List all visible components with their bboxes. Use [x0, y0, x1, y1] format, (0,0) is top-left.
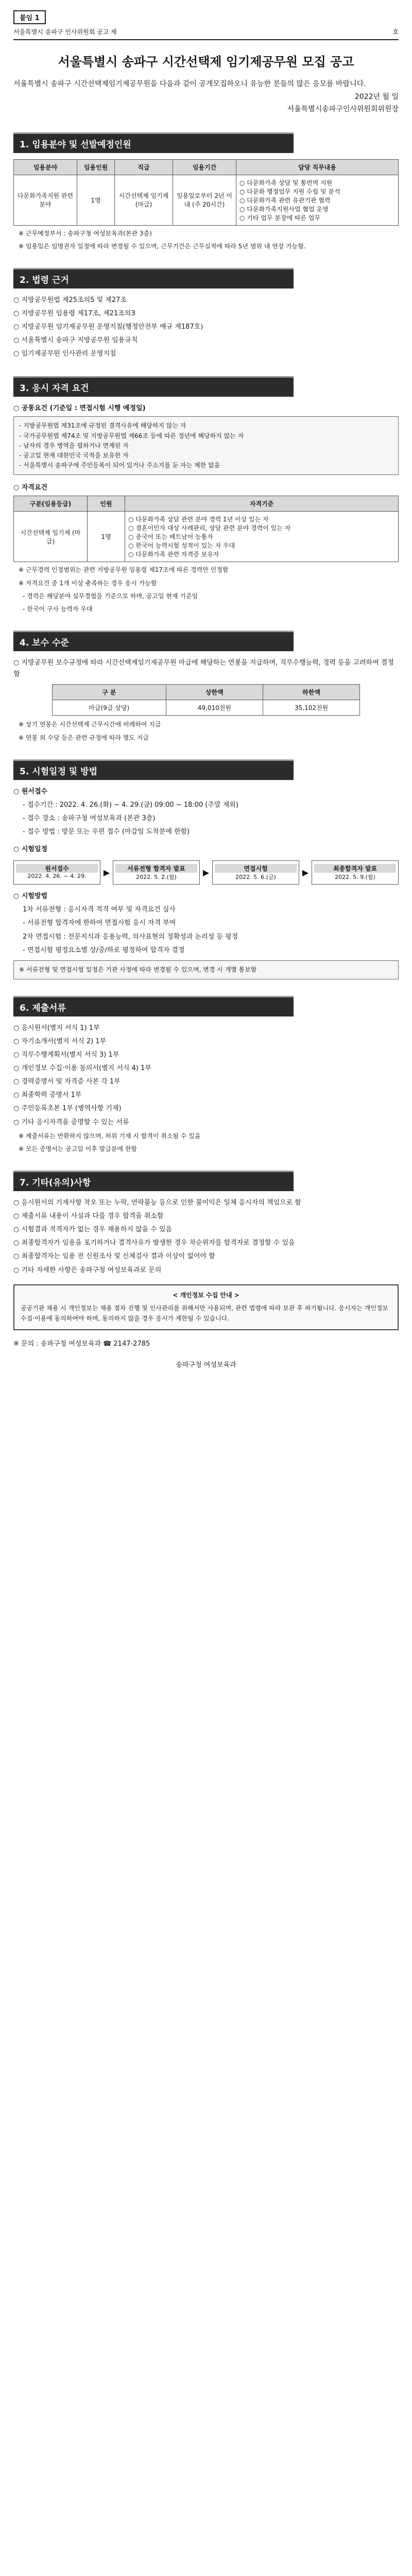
list-item: ○ 임기제공무원 인사관리 운영지침 [13, 350, 116, 358]
cell-upper: 49,010천원 [166, 700, 263, 716]
schedule-lead: ○ 시험일정 [13, 845, 48, 854]
step-title: 면접시험 [215, 864, 297, 873]
note: ※ 상기 연봉은 시간선택제 근무시간에 비례하여 지급 [19, 721, 161, 728]
cell-count: 1명 [88, 512, 125, 562]
table-header: 구분(임용등급) [14, 496, 88, 512]
list-item: - 국가공무원법 제74조 및 지방공무원법 제66조 등에 따른 정년에 해당하지 않는 자 [19, 432, 244, 439]
note: - 경력은 해당분야 실무경험을 기준으로 하며, 공고일 현재 기준임 [23, 592, 198, 600]
section-heading [13, 1171, 399, 1191]
schedule-note-box: ※ 서류전형 및 면접시험 일정은 기관 사정에 따라 변경될 수 있으며, 변경 시 개별 통보함 [13, 960, 399, 979]
list-item: - 남자의 경우 병역을 필하거나 면제된 자 [19, 442, 129, 449]
list-item: ○ 제출서류 내용이 사실과 다를 경우 합격을 취소함 [13, 1212, 164, 1221]
table-header: 인원 [88, 496, 125, 512]
list-item: ○ 직무수행계획서(별지 서식 3) 1부 [13, 1051, 119, 1059]
list-item: - 서류전형 합격자에 한하여 면접시험 응시 자격 부여 [23, 919, 176, 927]
note: ※ 제출서류는 반환하지 않으며, 허위 기재 시 합격이 취소될 수 있음 [19, 1132, 201, 1140]
step-title: 원서접수 [16, 864, 98, 873]
apply-lead: ○ 원서접수 [13, 787, 48, 795]
page-title: 서울특별시 송파구 시간선택제 임기제공무원 모집 공고 [58, 55, 354, 69]
section-title: 6. 제출서류 [13, 996, 294, 1016]
table-header: 직급 [115, 159, 173, 175]
intro-date: 2022년 월 일 [354, 92, 399, 101]
section-heading [13, 376, 399, 397]
section-heading [13, 759, 399, 780]
list-item: ○ 자기소개서(별지 서식 2) 1부 [13, 1038, 107, 1045]
intro-paragraph: 서울특별시 송파구 시간선택제임기제공무원을 다음과 같이 공개모집하오니 유능한 분들의 많은 응모를 바랍니다. [13, 80, 366, 88]
step-title: 서류전형 합격자 발표 [115, 864, 197, 873]
notice-left: 서울특별시 송파구 인사위원회 공고 제 [13, 28, 117, 36]
notice-right: 호 [392, 28, 399, 36]
list-item: - 지방공무원법 제31조에 규정된 결격사유에 해당하지 않는 자 [19, 422, 186, 430]
table-row [14, 175, 399, 225]
schedule-step [13, 860, 100, 885]
note: ※ 근무예정부서 : 송파구청 여성보육과(본관 3층) [19, 229, 152, 237]
list-item: - 접수 장소 : 송파구청 여성보육과 (본관 3층) [23, 814, 156, 822]
salary-table [52, 684, 360, 716]
list-item: ○ 최종학력 증명서 1부 [13, 1091, 82, 1099]
list-item: ○ 응시원서(별지 서식 1) 1부 [13, 1024, 100, 1032]
list-item: ○ 기타 자세한 사항은 송파구청 여성보육과로 문의 [13, 1266, 162, 1274]
note: ※ 근무경력 인정범위는 관련 지방공무원 임용령 제17조에 따른 경력만 인정함 [19, 566, 229, 574]
step-date: 2022. 5. 6.(금) [235, 874, 276, 881]
criteria-item: ○ 다문화가족 상담 관련 분야 경력 1년 이상 있는 자 [128, 516, 269, 523]
list-item: ○ 주민등록초본 1부 (병역사항 기재) [13, 1105, 122, 1113]
list-item: ○ 최종합격자는 임용 전 신원조사 및 신체검사 결과 이상이 없어야 함 [13, 1252, 215, 1261]
list-item: - 서울특별시 송파구에 주민등록이 되어 있거나 주소지를 둔 자는 제한 없음 [19, 462, 220, 469]
cell-lower: 35,102천원 [263, 700, 359, 716]
list-item: ○ 개인정보 수집·이용 동의서(별지 서식 4) 1부 [13, 1064, 151, 1073]
duty-item: ○ 기타 업무 분장에 따른 업무 [239, 214, 321, 222]
schedule-step [113, 860, 200, 885]
table-header: 하한액 [263, 685, 359, 700]
duty-item: ○ 다문화가족 관련 유관기관 협력 [239, 196, 331, 204]
arrow-right-icon: ▶ [302, 868, 309, 878]
salary-intro: ○ 지방공무원 보수규정에 따라 시간선택제임기제공무원 마급에 해당하는 연봉을 지급하며, 직무수행능력, 경력 등을 고려하여 결정함 [13, 659, 394, 679]
list-item: - 공고일 현재 대한민국 국적을 보유한 자 [19, 452, 129, 459]
recruit-table [13, 159, 399, 226]
note: ※ 자격요건 중 1개 이상 충족하는 경우 응시 가능함 [19, 579, 157, 587]
note: ※ 연봉 외 수당 등은 관련 규정에 따라 별도 지급 [19, 734, 149, 741]
cell-count: 1명 [77, 175, 115, 225]
method-lead: ○ 시험방법 [13, 892, 48, 901]
privacy-notice-box [13, 1284, 399, 1330]
intro-issuer: 서울특별시송파구인사위원회위원장 [287, 105, 399, 113]
section-heading [13, 268, 399, 289]
qual-lead: ○ 자격요건 [13, 484, 48, 492]
list-item: ○ 최종합격자가 임용을 포기하거나 결격사유가 발생한 경우 차순위자를 합격자로 결정할 수 있음 [13, 1239, 295, 1247]
note: ※ 모든 증명서는 공고일 이후 발급분에 한함 [19, 1145, 138, 1153]
section-title: 5. 시험일정 및 방법 [13, 759, 294, 780]
common-req-lead: ○ 공통요건 (기준일 : 면접시험 시행 예정일) [13, 404, 146, 413]
qualification-table [13, 496, 399, 562]
step-date: 2022. 5. 9.(월) [335, 874, 375, 881]
footer: 송파구청 여성보육과 [176, 1361, 236, 1369]
section-title: 1. 임용분야 및 선발예정인원 [13, 132, 294, 153]
cell-period: 임용일로부터 2년 이내 (주 20시간) [173, 175, 236, 225]
note: ※ 임용일은 임명권자 일정에 따라 변경될 수 있으며, 근무기간은 근무실적에 따라 5년 범위 내 연장 가능함. [19, 242, 306, 250]
attachment-label: 붙임 1 [13, 10, 46, 24]
step-title: 최종합격자 발표 [314, 864, 396, 873]
criteria-item: ○ 한국어 능력시험 성적이 있는 자 우대 [128, 542, 235, 550]
list-item: - 접수 방법 : 방문 또는 우편 접수 (마감일 도착분에 한함) [23, 828, 190, 836]
section-heading [13, 132, 399, 153]
list-item: ○ 지방공무원 임용령 제17조, 제21조의3 [13, 309, 135, 317]
cell-grade: 마급(9급 상당) [52, 700, 166, 716]
step-date: 2022. 4. 26. ~ 4. 29. [27, 873, 87, 880]
list-item: ○ 지방공무원 임기제공무원 운영지침(행정안전부 예규 제187호) [13, 323, 203, 331]
list-item: ○ 경력증명서 및 자격증 사본 각 1부 [13, 1078, 121, 1086]
arrow-right-icon: ▶ [202, 868, 210, 878]
list-item: - 면접시험 평정요소별 상/중/하로 평정하여 합격자 결정 [23, 946, 185, 954]
criteria-item: ○ 결혼이민자 대상 사례관리, 상담 관련 분야 경력이 있는 자 [128, 524, 291, 532]
schedule-step [212, 860, 299, 885]
section-heading [13, 996, 399, 1016]
cell-grade: 시간선택제 임기제(마급) [115, 175, 173, 225]
table-header: 담당 직무내용 [236, 159, 399, 175]
duty-item: ○ 다문화 행정업무 지원 수립 및 분석 [239, 188, 340, 195]
cell-field: 다문화가족지원 관련 분야 [14, 175, 77, 225]
section-title: 3. 응시 자격 요건 [13, 376, 294, 397]
schedule-step [312, 860, 399, 885]
list-item: ○ 지방공무원법 제25조의5 및 제27조 [13, 296, 127, 304]
cell-grade: 시간선택제 임기제 (마급) [14, 512, 88, 562]
step-date: 2022. 5. 2.(월) [136, 874, 177, 881]
schedule-timeline [13, 860, 399, 885]
notice-title: < 개인정보 수집 안내 > [173, 1291, 239, 1299]
table-header: 상한액 [166, 685, 263, 700]
table-header: 구 분 [52, 685, 166, 700]
criteria-item: ○ 다문화가족 관련 자격증 보유자 [128, 551, 219, 558]
list-item: ○ 시험결과 적격자가 없는 경우 채용하지 않을 수 있음 [13, 1226, 173, 1234]
criteria-item: ○ 중국어 또는 베트남어 능통자 [128, 533, 213, 541]
contact-line: ※ 문의 : 송파구청 여성보육과 ☎ 2147-2785 [13, 1340, 150, 1348]
table-row [52, 700, 359, 716]
list-item: - 접수기간 : 2022. 4. 26.(화) ~ 4. 29.(금) 09:00 ~ 18:00 (주말 제외) [23, 801, 238, 809]
duty-item: ○ 다문화가족 상담 및 통번역 지원 [239, 179, 333, 187]
notice-body: 공공기관 채용 시 개인정보는 채용 절차 진행 및 인사관리를 위해서만 사용되며, 관련 법령에 따라 보관 후 파기됩니다. 응시자는 개인정보 수집·이용에 동의하여야 하며, 동의하지 않을 경우 응시가 제한될 수 있습니다. [21, 1304, 388, 1323]
cell-duties [236, 175, 399, 225]
header [13, 10, 399, 40]
list-item: ○ 기타 응시자격을 증명할 수 있는 서류 [13, 1118, 129, 1126]
table-header: 자격기준 [125, 496, 399, 512]
intro [13, 78, 399, 116]
notice-line [13, 27, 399, 40]
common-req-box [13, 416, 399, 475]
list-item: ○ 서울특별시 송파구 지방공무원 임용규칙 [13, 336, 138, 345]
cell-criteria [125, 512, 399, 562]
section-title: 4. 보수 수준 [13, 631, 294, 651]
table-header: 임용인원 [77, 159, 115, 175]
list-item: ○ 응시원서의 기재사항 착오 또는 누락, 연락불능 등으로 인한 불이익은 일체 응시자의 책임으로 함 [13, 1199, 301, 1207]
list-item: 2차 면접시험 : 전문지식과 응용능력, 의사표현의 정확성과 논리성 등 평정 [23, 933, 238, 941]
section-heading [13, 631, 399, 651]
note: - 한국어 구사 능력자 우대 [23, 605, 93, 613]
table-row [14, 512, 399, 562]
table-header: 임용분야 [14, 159, 77, 175]
table-header: 임용기간 [173, 159, 236, 175]
section-title: 7. 기타(유의)사항 [13, 1171, 294, 1191]
duty-item: ○ 다문화가족지원사업 협업 운영 [239, 205, 329, 213]
arrow-right-icon: ▶ [103, 868, 110, 878]
list-item: 1차 서류전형 : 응시자격 적격 여부 및 자격요건 심사 [23, 906, 176, 914]
section-title: 2. 법령 근거 [13, 268, 294, 289]
